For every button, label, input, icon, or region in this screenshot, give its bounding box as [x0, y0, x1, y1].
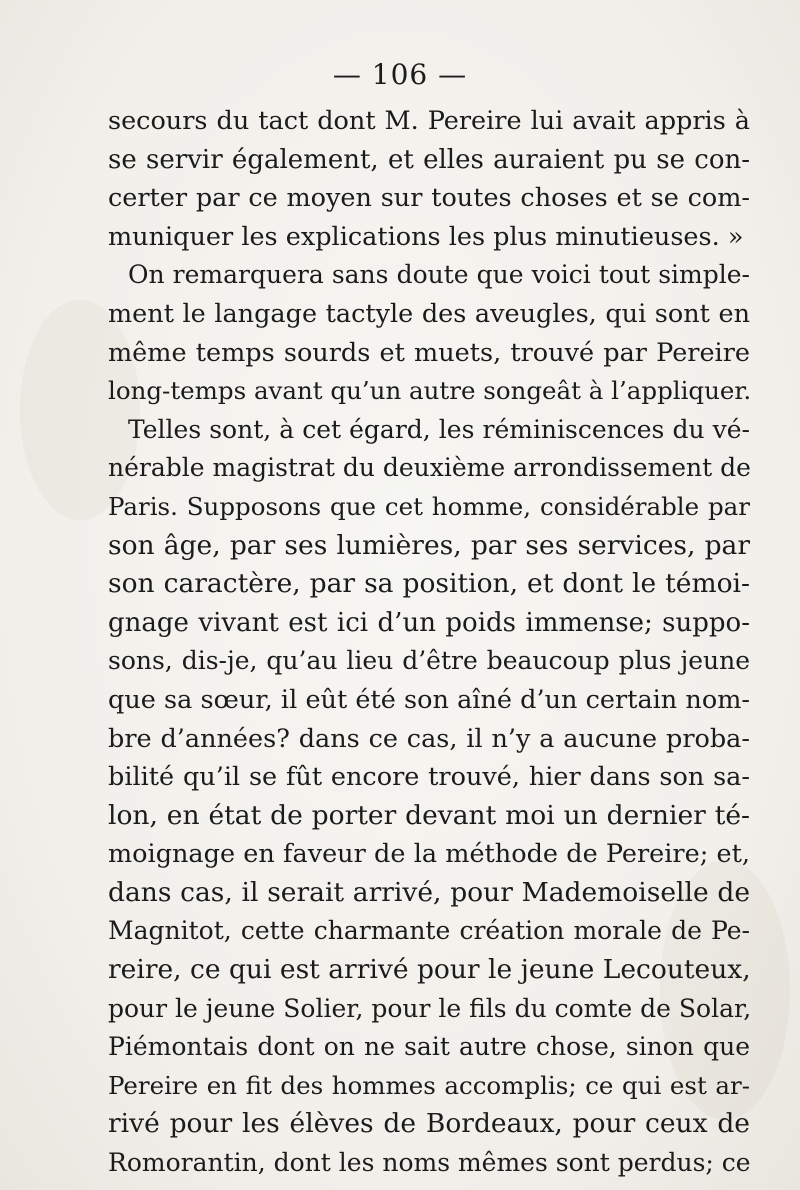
text-line: Piémontais dont on ne sait autre chose, sinon que [108, 1032, 750, 1062]
text-line: gnage vivant est ici d’un poids immense; suppo- [108, 607, 750, 638]
text-line: sons, dis-je, qu’au lieu d’être beaucoup plus jeune [108, 646, 750, 676]
text-line: Paris. Supposons que cet homme, considérable par [108, 491, 750, 521]
text-line: même temps sourds et muets, trouvé par Pereire [108, 337, 750, 368]
paragraph-start-line: On remarquera sans doute que voici tout simple- [128, 260, 750, 290]
text-line: secours du tact dont M. Pereire lui avait appris à [108, 106, 750, 136]
text-line: muniquer les explications les plus minutieuses. » [108, 221, 744, 252]
text-line: reire, ce qui est arrivé pour le jeune Lecouteux, [108, 954, 751, 986]
text-line: se servir également, et elles auraient pu se con- [108, 144, 750, 175]
text-line: son caractère, par sa position, et dont le témoi- [108, 568, 750, 600]
text-line: lon, en état de porter devant moi un dernier té- [108, 799, 750, 831]
text-line: nérable magistrat du deuxième arrondissement de [108, 453, 751, 483]
text-line: rivé pour les élèves de Bordeaux, pour ceux de [108, 1108, 750, 1140]
text-line: bre d’années? dans ce cas, il n’y a aucune proba- [108, 723, 750, 754]
text-line: que sa sœur, il eût été son aîné d’un certain nom- [108, 684, 750, 715]
page-number: — 106 — [332, 58, 468, 91]
text-line: son âge, par ses lumières, par ses services, par [108, 529, 750, 561]
text-line: Magnitot, cette charmante création morale de Pe- [108, 916, 750, 946]
text-line: bilité qu’il se fût encore trouvé, hier dans son sa- [108, 762, 750, 793]
text-line: Pereire en fit des hommes accomplis; ce qui est ar- [108, 1070, 750, 1100]
text-line: pour le jeune Solier, pour le fils du comte de Solar, [108, 993, 752, 1023]
text-line: moignage en faveur de la méthode de Pereire; et, [108, 839, 750, 870]
text-line: Romorantin, dont les noms mêmes sont perdus; ce [108, 1148, 751, 1178]
text-line: ment le langage tactyle des aveugles, qui sont en [108, 298, 750, 329]
body-text [108, 102, 750, 1183]
text-line: dans cas, il serait arrivé, pour Mademoiselle de [108, 876, 750, 908]
text-line: long-temps avant qu’un autre songeât à l’appliquer. [108, 376, 752, 406]
text-line: certer par ce moyen sur toutes choses et se com- [108, 183, 750, 214]
paragraph-start-line: Telles sont, à cet égard, les réminiscences du vé- [128, 414, 750, 444]
